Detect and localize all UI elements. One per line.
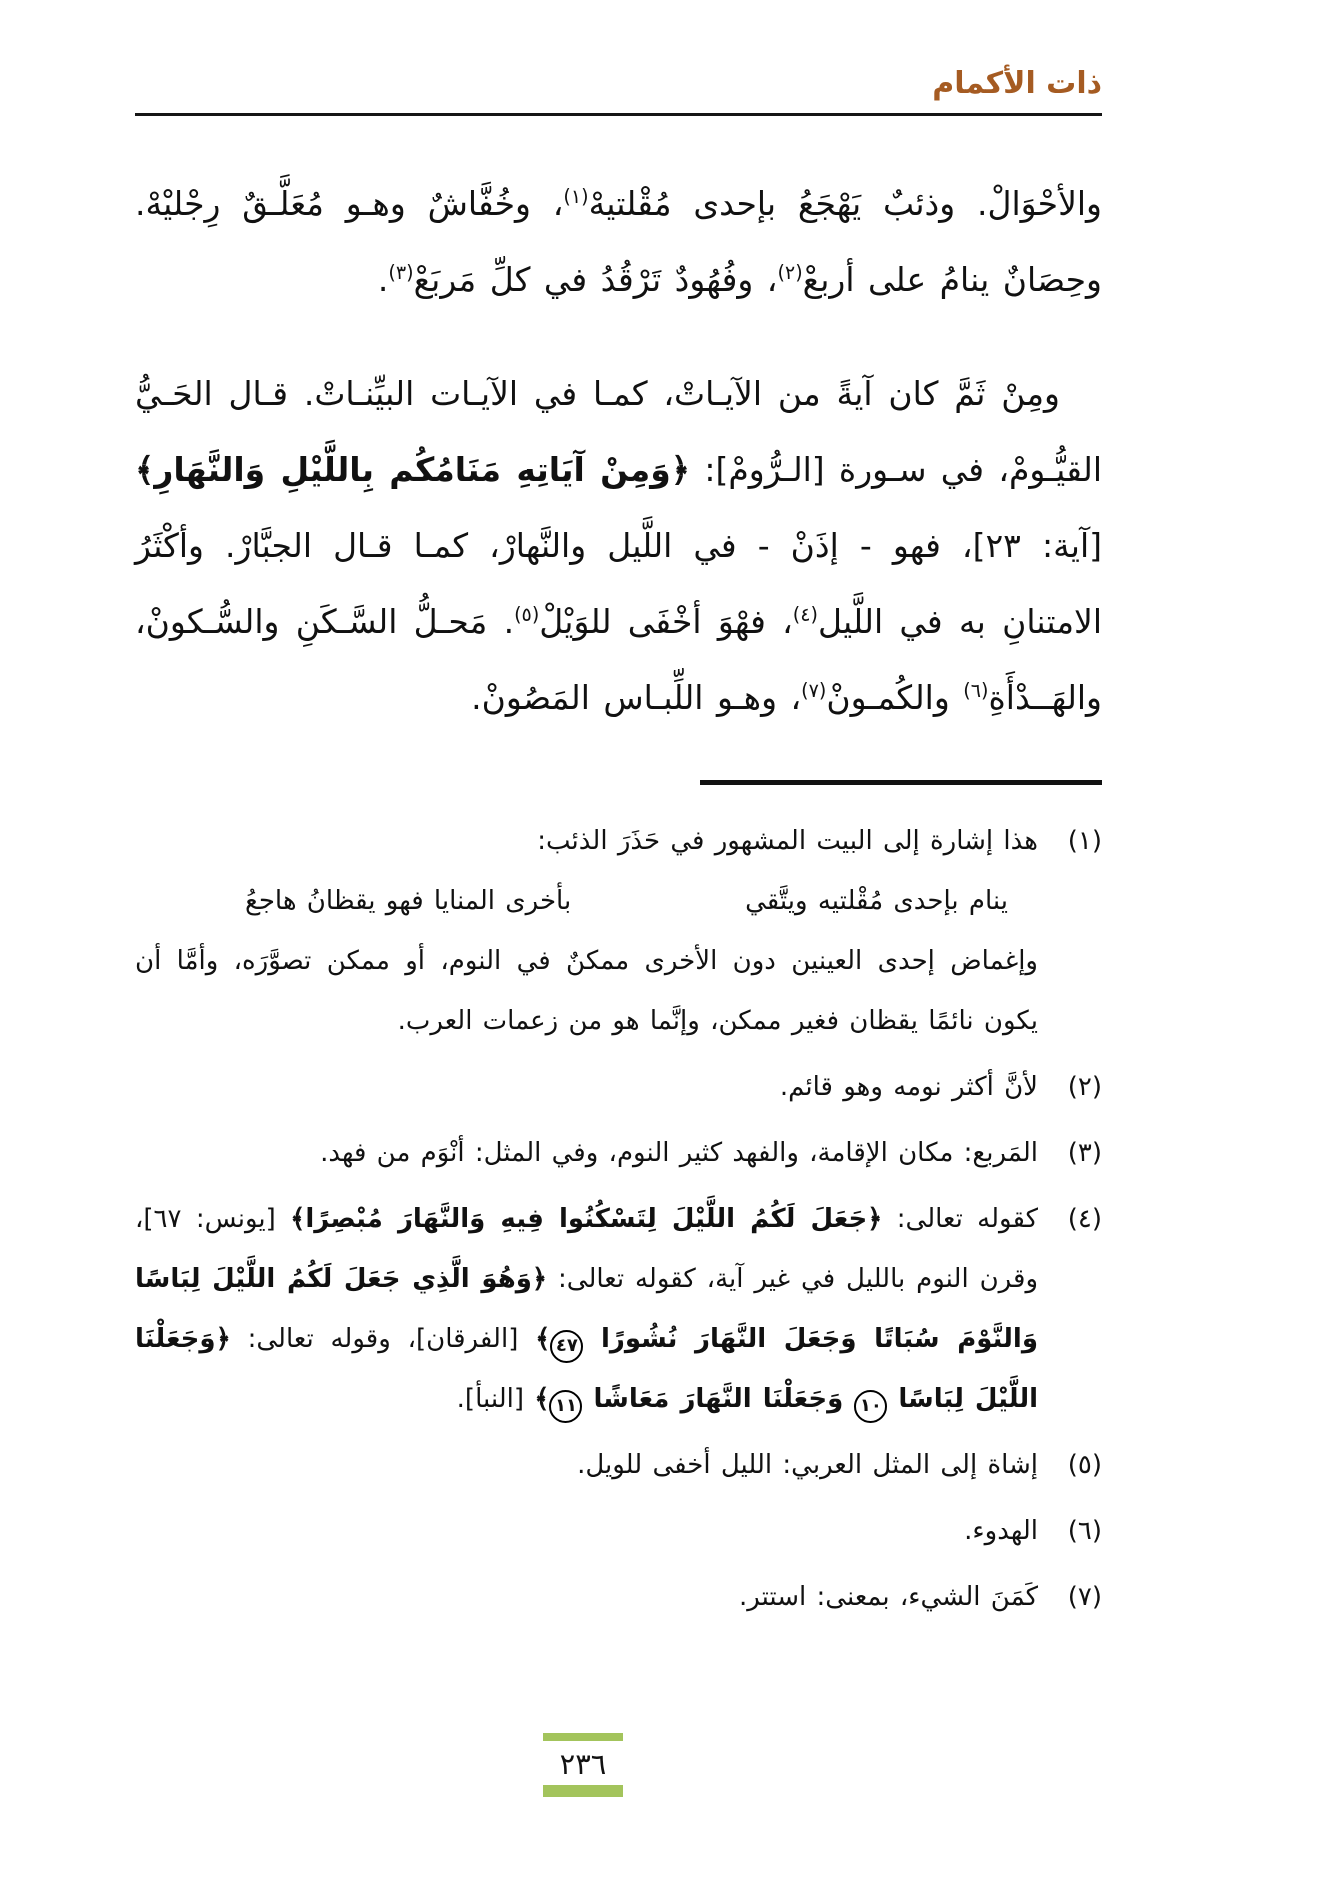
footer-bar-top: [543, 1733, 623, 1741]
text-run: ومِنْ ثَمَّ كان آيةً من الآيـاتْ، كمـا في الآيـات البيِّنـاتْ. قـال الحَـيُّ القيُّـومْ، في سـورة [الـرُّومْ]:: [135, 374, 1102, 489]
footnote-content: [135, 1567, 1038, 1627]
quran-quote: ﴿وَجَعَلْنَا اللَّيْلَ لِبَاسًا: [135, 1324, 1038, 1414]
text-run: [آية: ٢٣]، فهو - إذَنْ - في اللَّيل والنَّهارْ، كمـا قـال الجبَّارْ. وأكْثَرُ الامتنانِ به في اللَّيل: [135, 526, 1103, 641]
footnote-item: [135, 1123, 1102, 1183]
footnote-ref: (١): [563, 185, 589, 208]
footnote-item: [135, 1435, 1102, 1495]
footnote-number: (١): [1067, 826, 1102, 856]
text-run: والكُمـونْ: [826, 678, 964, 717]
footnote-item: [135, 1501, 1102, 1561]
header-rule: [135, 113, 1102, 116]
body-paragraph: [135, 166, 1102, 318]
verse-hemistich-left: بأخرى المنايا فهو يقظانُ هاجعُ: [245, 886, 572, 916]
footnote-content: [135, 1123, 1038, 1183]
footnote-content: [135, 1057, 1038, 1117]
text-run: ، وخُفَّاشٌ وهـو مُعَلَّـقٌ رِجْليْهْ. وحِصَانٌ ينامُ على أربعْ: [135, 184, 1102, 299]
content-column: [0, 64, 1339, 1627]
footnote-number: (٥): [1067, 1450, 1102, 1480]
text-run: والأحْوَالْ. وذئبٌ يَهْجَعُ بإحدى مُقْلتيهْ: [588, 184, 1102, 223]
text-run: [الفرقان]، وقوله تعالى:: [230, 1324, 536, 1354]
footnote-text: [135, 811, 1038, 871]
quran-quote: وَجَعَلْنَا النَّهَارَ مَعَاشًا: [582, 1384, 855, 1414]
footnote-ref: (٣): [388, 261, 414, 284]
text-run: إشاة إلى المثل العربي: الليل أخفى للويل.: [577, 1450, 1038, 1480]
footnote-content: [135, 811, 1038, 1051]
footnote-item: [135, 1567, 1102, 1627]
footnote-text: [135, 1123, 1038, 1183]
poetry-verse: [135, 871, 1038, 931]
text-run: الهدوء.: [964, 1516, 1038, 1546]
text-run: .: [377, 260, 389, 299]
ayah-number-medallion: ١١: [549, 1390, 582, 1423]
footnote-ref: (٧): [801, 679, 827, 702]
text-run: وإغماض إحدى العينين دون الأخرى ممكنٌ في النوم، أو ممكن تصوَّرَه، وأمَّا أن يكون نائمًا يقظان فغير ممكن، وإنَّما هو من زعمات العرب.: [135, 946, 1038, 1036]
footnote-content: [135, 1501, 1038, 1561]
footnote-text: [135, 1435, 1038, 1495]
footnote-content: [135, 1189, 1038, 1429]
text-run: لأنَّ أكثر نومه وهو قائم.: [779, 1072, 1038, 1102]
body-text: [135, 166, 1102, 736]
ayah-number-medallion: ١٠: [854, 1390, 887, 1423]
footnote-number: (٤): [1067, 1204, 1102, 1234]
quran-quote: ﴿جَعَلَ لَكُمُ اللَّيْلَ لِتَسْكُنُوا فِيهِ وَالنَّهَارَ مُبْصِرًا﴾: [290, 1204, 883, 1234]
footnote-ref: (٤): [792, 603, 819, 626]
text-run: هذا إشارة إلى البيت المشهور في حَذَرَ الذئب:: [537, 826, 1038, 856]
footer-bar-bottom: [543, 1785, 623, 1797]
text-run: كَمَنَ الشيء، بمعنى: استتر.: [738, 1582, 1038, 1612]
text-run: [النبأ].: [456, 1384, 535, 1414]
footnote-text: [135, 1057, 1038, 1117]
footnote-ref: (٦): [963, 679, 989, 702]
quran-quote: ﴾: [534, 1384, 550, 1414]
footnote-separator: [700, 780, 1102, 785]
footnote-text: [135, 1567, 1038, 1627]
footnote-content: [135, 1435, 1038, 1495]
footnote-number: (٢): [1067, 1072, 1102, 1102]
footnote-text: [135, 931, 1038, 1051]
quran-quote: ﴿وَمِنْ آيَاتِهِ مَنَامُكُم بِاللَّيْلِ وَالنَّهَارِ﴾: [135, 450, 691, 489]
page-footer: [543, 1733, 623, 1797]
text-run: . مَحـلُّ السَّـكَنِ والسُّـكونْ، والهَــدْأَةِ: [135, 602, 1102, 717]
footnote-ref: (٢): [777, 261, 803, 284]
footnote-number: (٧): [1067, 1582, 1102, 1612]
footnote-text: [135, 1501, 1038, 1561]
body-paragraph: [135, 356, 1102, 736]
text-run: ، فهْوَ أخْفَى للوَيْلْ: [539, 602, 793, 641]
footnote-item: [135, 1189, 1102, 1429]
footnote-text: [135, 1189, 1038, 1429]
page-header: [135, 64, 1102, 116]
text-run: [يونس: ٦٧]، وقرن النوم بالليل في غير آية، كقوله تعالى:: [135, 1204, 1038, 1294]
text-run: ، وهـو اللِّبـاس المَصُونْ.: [471, 678, 802, 717]
quran-quote: ﴾: [535, 1324, 551, 1354]
text-run: ، وفُهُودٌ تَرْقُدُ في كلِّ مَربَعْ: [413, 260, 778, 299]
footnotes-list: [135, 811, 1102, 1627]
ayah-number-medallion: ٤٧: [550, 1330, 583, 1363]
footnote-item: [135, 811, 1102, 1051]
verse-hemistich-right: ينام بإحدى مُقْلتيه ويتَّقي: [745, 886, 1008, 916]
footnote-number: (٣): [1067, 1138, 1102, 1168]
text-run: المَربع: مكان الإقامة، والفهد كثير النوم، وفي المثل: أنْوَم من فهد.: [320, 1138, 1038, 1168]
footnote-item: [135, 1057, 1102, 1117]
footnote-ref: (٥): [514, 603, 540, 626]
footnote-number: (٦): [1067, 1516, 1102, 1546]
page-number: ٢٣٦: [559, 1747, 607, 1781]
quran-quote: ﴿وَهُوَ الَّذِي جَعَلَ لَكُمُ اللَّيْلَ لِبَاسًا وَالنَّوْمَ سُبَاتًا وَجَعَلَ النَّهَارَ نُشُورًا: [135, 1264, 1039, 1354]
page-title: ذات الأكمام: [932, 66, 1102, 101]
text-run: كقوله تعالى:: [882, 1204, 1039, 1234]
